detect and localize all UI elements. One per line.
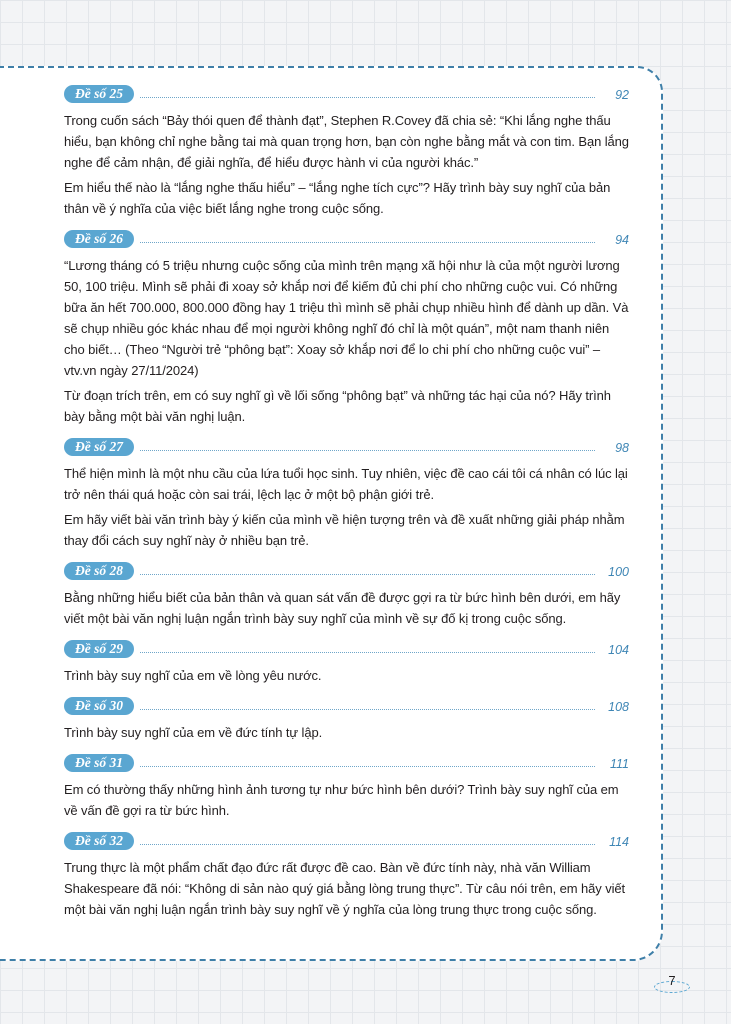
- exercise-label-badge: Đề số 25: [64, 85, 134, 103]
- page-reference: 100: [608, 565, 629, 579]
- exercise-label-badge: Đề số 32: [64, 832, 134, 850]
- page-reference: 108: [608, 700, 629, 714]
- exercise-section-25: [64, 82, 629, 219]
- exercise-paragraph: Bằng những hiểu biết của bản thân và quan sát vấn đề được gợi ra từ bức hình bên dưới, em hãy viết một bài văn nghị luận ngắn trình bày suy nghĩ của mình về sự đố kị trong cuộc sống.: [64, 590, 621, 626]
- dotted-leader: [140, 652, 595, 653]
- exercise-list: [64, 82, 629, 928]
- exercise-label-badge: Đề số 27: [64, 438, 134, 456]
- dotted-leader: [140, 242, 595, 243]
- exercise-heading: [64, 559, 629, 581]
- exercise-paragraph: “Lương tháng có 5 triệu nhưng cuộc sống của mình trên mạng xã hội như là của một người lương 50, 100 triệu. Mình sẽ phải đi xoay sở khắp nơi để kiếm đủ chi phí cho những cuộc vui. Có những bữa ăn hết 700.000, 800.000 đồng hay 1 triệu thì mình sẽ phải chụp nhiều hình để dành up dần. Và sẽ chụp nhiều góc khác nhau để mọi người không nghĩ đó chỉ là một quán”, một nam thanh niên cho biết… (Theo “Người trẻ “phông bạt”: Xoay sở khắp nơi để lo chi phí cho những cuộc vui” – vtv.vn ngày 27/11/2024): [64, 258, 629, 378]
- exercise-heading: [64, 227, 629, 249]
- dotted-leader: [140, 97, 595, 98]
- page-reference: 98: [615, 441, 629, 455]
- exercise-section-26: [64, 227, 629, 427]
- exercise-section-29: [64, 637, 629, 686]
- exercise-paragraph: Thể hiện mình là một nhu cầu của lứa tuổi học sinh. Tuy nhiên, việc đề cao cái tôi cá nhân có lúc lại trở nên thái quá hoặc còn sai trái, lệch lạc ở một bộ phận giới trẻ.: [64, 466, 628, 502]
- exercise-section-28: [64, 559, 629, 629]
- exercise-heading: [64, 637, 629, 659]
- exercise-label-badge: Đề số 31: [64, 754, 134, 772]
- exercise-heading: [64, 435, 629, 457]
- dotted-leader: [140, 450, 595, 451]
- page-reference: 114: [609, 835, 629, 849]
- dotted-leader: [140, 574, 595, 575]
- exercise-section-27: [64, 435, 629, 551]
- exercise-heading: [64, 82, 629, 104]
- page-footer: [654, 972, 690, 994]
- exercise-label-badge: Đề số 29: [64, 640, 134, 658]
- page-number: 7: [668, 973, 676, 988]
- exercise-paragraph: Em hiểu thế nào là “lắng nghe thấu hiểu” – “lắng nghe tích cực”? Hãy trình bày suy nghĩ của bản thân về ý nghĩa của việc biết lắng nghe trong cuộc sống.: [64, 180, 611, 216]
- page-reference: 111: [609, 757, 629, 771]
- dotted-leader: [140, 844, 595, 845]
- exercise-label-badge: Đề số 26: [64, 230, 134, 248]
- exercise-paragraph: Trình bày suy nghĩ của em về lòng yêu nước.: [64, 668, 322, 683]
- page-reference: 92: [615, 88, 629, 102]
- exercise-section-32: [64, 829, 629, 920]
- exercise-label-badge: Đề số 28: [64, 562, 134, 580]
- exercise-section-31: [64, 751, 629, 821]
- page-reference: 104: [608, 643, 629, 657]
- exercise-heading: [64, 829, 629, 851]
- dotted-leader: [140, 766, 595, 767]
- exercise-section-30: [64, 694, 629, 743]
- exercise-heading: [64, 694, 629, 716]
- exercise-paragraph: Em có thường thấy những hình ảnh tương tự như bức hình bên dưới? Trình bày suy nghĩ của em về vấn đề gợi ra từ bức hình.: [64, 782, 619, 818]
- page-reference: 94: [615, 233, 629, 247]
- exercise-paragraph: Em hãy viết bài văn trình bày ý kiến của mình về hiện tượng trên và đề xuất những giải pháp nhằm thay đổi cách suy nghĩ này ở nhiều bạn trẻ.: [64, 512, 625, 548]
- exercise-label-badge: Đề số 30: [64, 697, 134, 715]
- exercise-paragraph: Từ đoạn trích trên, em có suy nghĩ gì về lối sống “phông bạt” và những tác hại của nó? Hãy trình bày bằng một bài văn nghị luận.: [64, 388, 611, 424]
- exercise-paragraph: Trong cuốn sách “Bảy thói quen để thành đạt”, Stephen R.Covey đã chia sẻ: “Khi lắng nghe thấu hiểu, bạn không chỉ nghe bằng tai mà quan trọng hơn, bạn còn nghe bằng mắt và con tim. Bạn lắng nghe để cảm nhận, để giải nghĩa, để hiểu được hành vi của người khác.”: [64, 113, 629, 170]
- dotted-leader: [140, 709, 595, 710]
- exercise-paragraph: Trình bày suy nghĩ của em về đức tính tự lập.: [64, 725, 323, 740]
- exercise-paragraph: Trung thực là một phẩm chất đạo đức rất được đề cao. Bàn về đức tính này, nhà văn William Shakespeare đã nói: “Không di sản nào quý giá bằng lòng trung thực”. Từ câu nói trên, em hãy viết một bài văn nghị luận ngắn trình bày suy nghĩ về ý nghĩa của lòng trung thực trong cuộc sống.: [64, 860, 626, 917]
- exercise-heading: [64, 751, 629, 773]
